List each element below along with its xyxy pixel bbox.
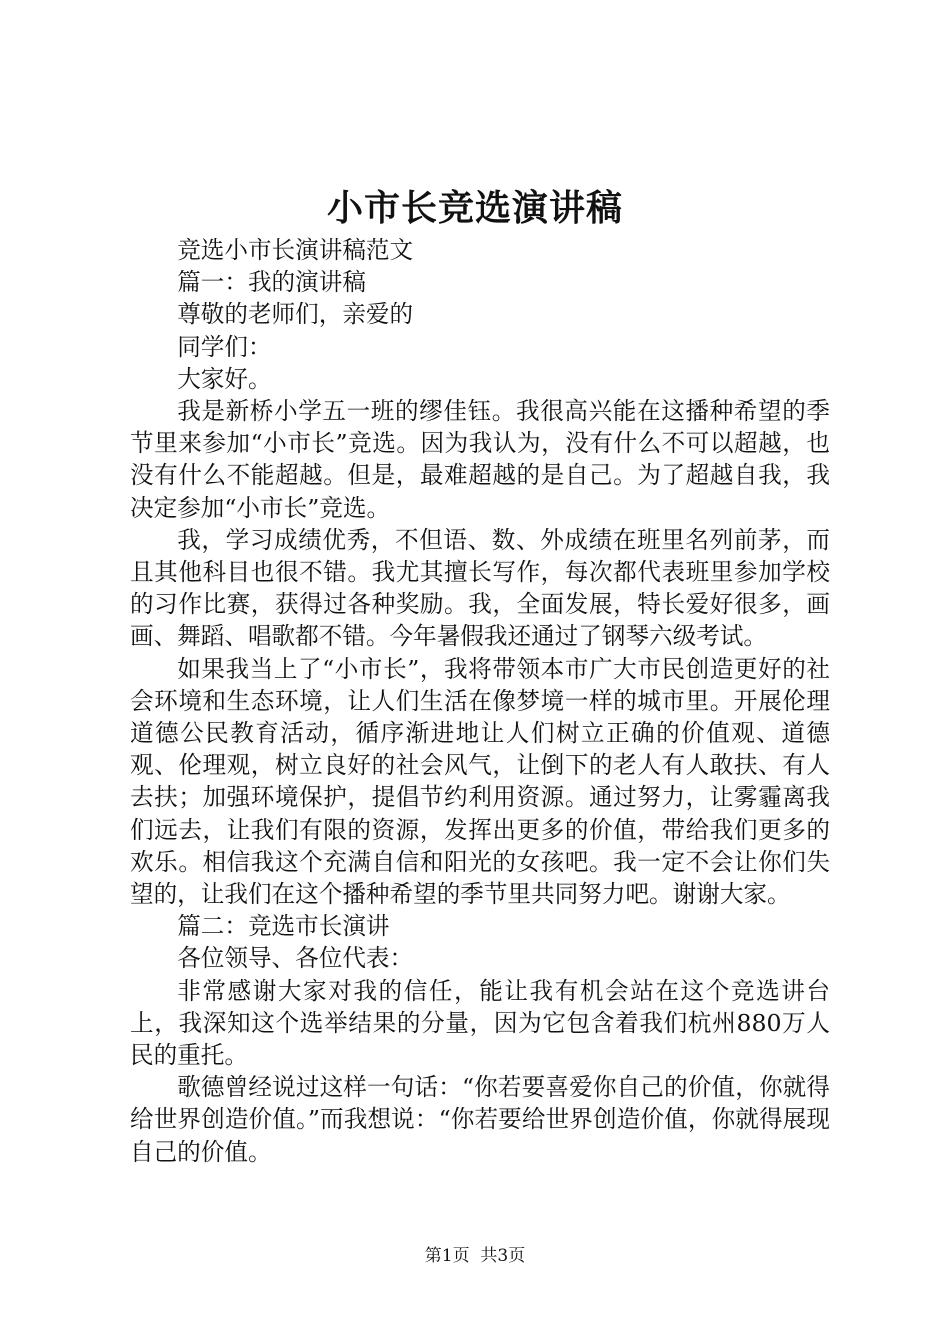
document-body bbox=[130, 234, 830, 1168]
page-footer: 第1页 共3页 bbox=[424, 1246, 526, 1266]
paragraph: 尊敬的老师们，亲爱的 bbox=[177, 300, 414, 329]
paragraph: 各位领导、各位代表： bbox=[177, 944, 414, 973]
paragraph: 我，学习成绩优秀，不但语、数、外成绩在班里名列前茅，而且其他科目也很不错。我尤其擅长写作，每次都代表班里参加学校的习作比赛，获得过各种奖励。我，全面发展，特长爱好很多，画画、舞蹈、唱歌都不错。今年暑假我还通过了钢琴六级考试。 bbox=[130, 525, 830, 651]
paragraph: 我是新桥小学五一班的缪佳钰。我很高兴能在这播种希望的季节里来参加“小市长”竞选。因为我认为，没有什么不可以超越，也没有什么不能超越。但是，最难超越的是自己。为了超越自我，我决定参加“小市长”竞选。 bbox=[130, 397, 830, 522]
document-title: 小市长竞选演讲稿 bbox=[326, 187, 623, 229]
paragraph: 非常感谢大家对我的信任，能让我有机会站在这个竞选讲台上，我深知这个选举结果的分量，因为它包含着我们杭州880万人民的重托。 bbox=[130, 976, 830, 1070]
paragraph: 大家好。 bbox=[177, 364, 272, 393]
section-heading: 篇二：竞选市长演讲 bbox=[177, 912, 390, 941]
paragraph: 竞选小市长演讲稿范文 bbox=[177, 236, 414, 264]
section-heading: 篇一：我的演讲稿 bbox=[177, 268, 366, 297]
paragraph: 歌德曾经说过这样一句话：“你若要喜爱你自己的价值，你就得给世界创造价值。”而我想说：“你若要给世界创造价值，你就得展现自己的价值。 bbox=[130, 1073, 830, 1166]
paragraph: 同学们： bbox=[177, 332, 272, 361]
paragraph: 如果我当上了“小市长”，我将带领本市广大市民创造更好的社会环境和生态环境，让人们生活在像梦境一样的城市里。开展伦理道德公民教育活动，循序渐进地让人们树立正确的价值观、道德观、伦理观，树立良好的社会风气，让倒下的老人有人敢扶、有人去扶；加强环境保护，提倡节约利用资源。通过努力，让雾霾离我们远去，让我们有限的资源，发挥出更多的价值，带给我们更多的欢乐。相信我这个充满自信和阳光的女孩吧。我一定不会让你们失望的，让我们在这个播种希望的季节里共同努力吧。谢谢大家。 bbox=[130, 654, 830, 909]
